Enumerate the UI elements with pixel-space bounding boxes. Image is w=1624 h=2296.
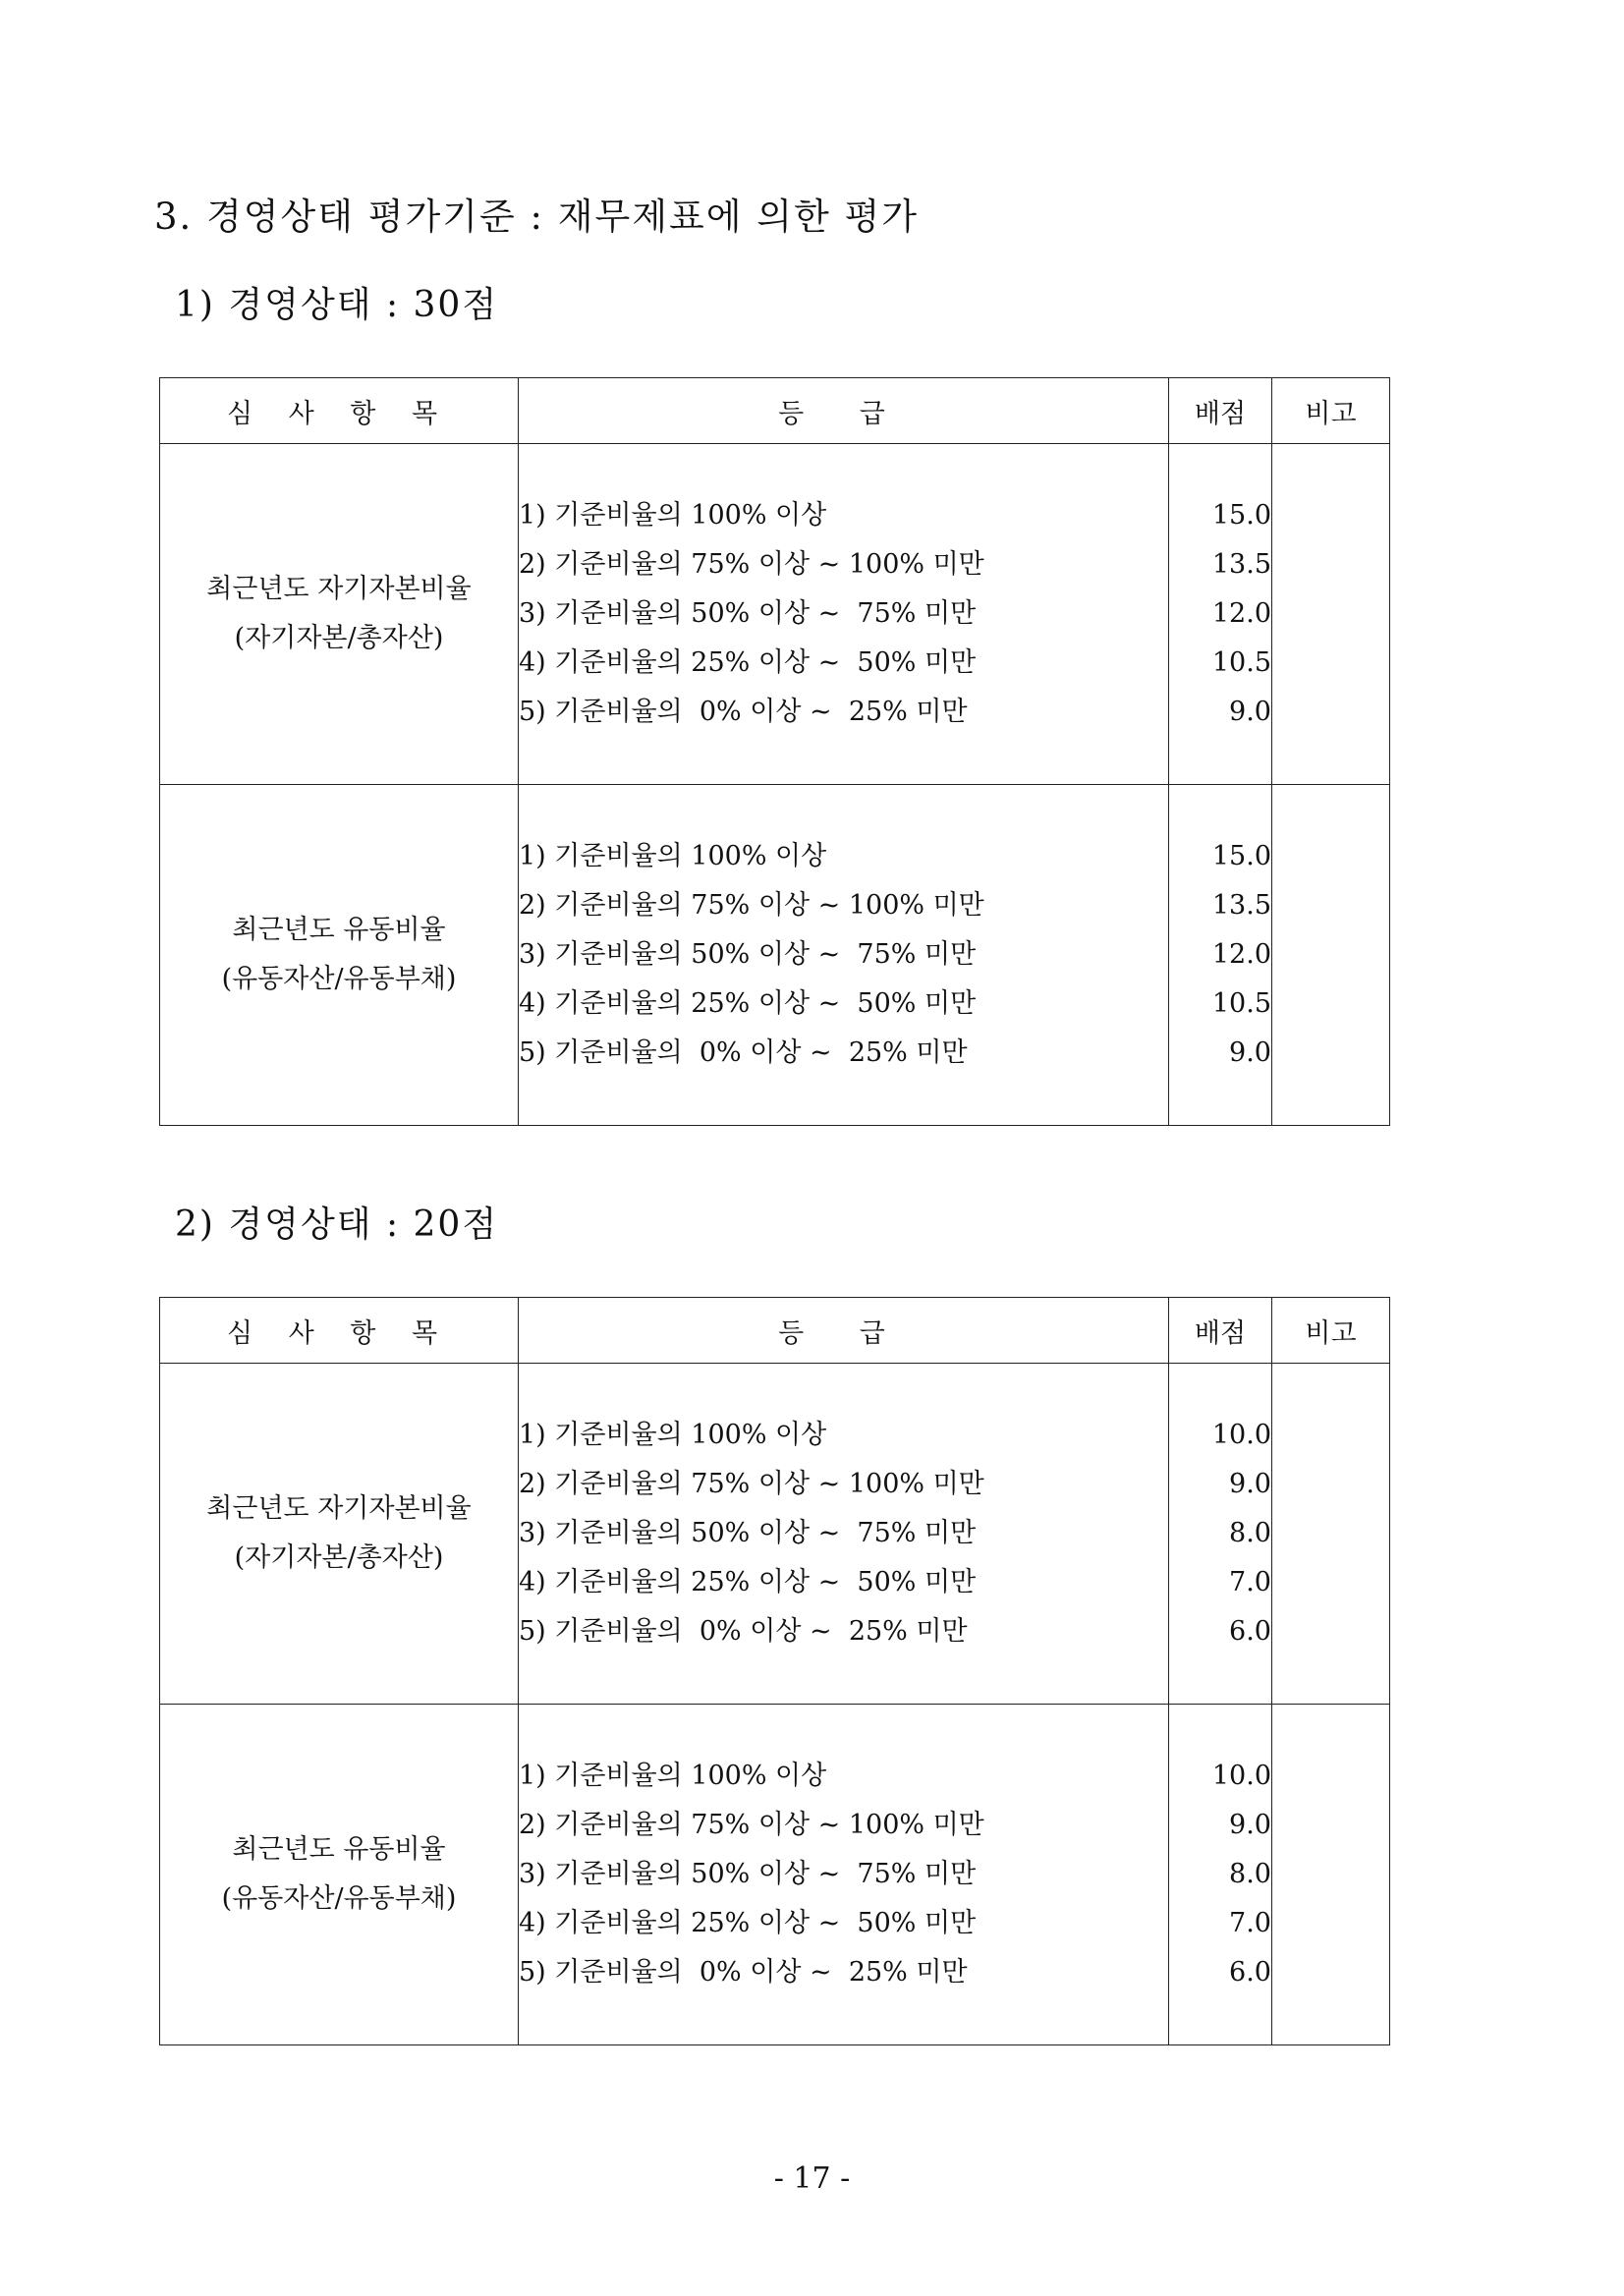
grade-line: 1) 기준비율의 100% 이상 [519, 1761, 827, 1791]
grade-line: 1) 기준비율의 100% 이상 [519, 1420, 827, 1450]
header-note: 비고 [1272, 1298, 1390, 1364]
score-value: 10.5 [1211, 647, 1271, 678]
item-name: 최근년도 자기자본비율 [206, 1493, 472, 1524]
score-value: 13.5 [1211, 549, 1271, 580]
score-value: 12.0 [1211, 939, 1271, 970]
score-value: 9.0 [1229, 1810, 1271, 1840]
grade-line: 5) 기준비율의 0% 이상 ~ 25% 미만 [519, 1957, 968, 1988]
header-grade: 등 급 [519, 378, 1169, 444]
grade-line: 5) 기준비율의 0% 이상 ~ 25% 미만 [519, 697, 968, 727]
scores-cell [1169, 444, 1272, 785]
grade-line: 4) 기준비율의 25% 이상 ~ 50% 미만 [519, 1908, 977, 1938]
page-number: - 17 - [773, 2161, 851, 2196]
grade-line: 1) 기준비율의 100% 이상 [519, 500, 827, 531]
grade-line: 3) 기준비율의 50% 이상 ~ 75% 미만 [519, 1859, 977, 1889]
item-formula: (유동자산/유동부채) [221, 1883, 457, 1914]
grades-cell [519, 444, 1169, 785]
score-value: 7.0 [1229, 1567, 1271, 1597]
grade-line: 3) 기준비율의 50% 이상 ~ 75% 미만 [519, 939, 977, 970]
score-value: 8.0 [1229, 1859, 1271, 1889]
scores-cell [1169, 1705, 1272, 2045]
grade-line: 5) 기준비율의 0% 이상 ~ 25% 미만 [519, 1616, 968, 1647]
scores-cell [1169, 785, 1272, 1126]
criteria-table-1 [159, 377, 1390, 1126]
score-value: 7.0 [1229, 1908, 1271, 1938]
grade-line: 4) 기준비율의 25% 이상 ~ 50% 미만 [519, 988, 977, 1019]
score-value: 10.0 [1211, 1420, 1271, 1450]
table-row [160, 1364, 1390, 1705]
score-value: 6.0 [1229, 1957, 1271, 1988]
header-item: 심 사 항 목 [160, 378, 519, 444]
grade-line: 1) 기준비율의 100% 이상 [519, 841, 827, 871]
score-value: 13.5 [1211, 890, 1271, 921]
score-value: 9.0 [1229, 1469, 1271, 1499]
score-value: 15.0 [1211, 841, 1271, 871]
grade-line: 3) 기준비율의 50% 이상 ~ 75% 미만 [519, 1518, 977, 1548]
note-cell [1272, 785, 1390, 1126]
table-row [160, 1705, 1390, 2045]
grade-line: 5) 기준비율의 0% 이상 ~ 25% 미만 [519, 1037, 968, 1068]
item-name: 최근년도 유동비율 [232, 915, 446, 945]
score-value: 8.0 [1229, 1518, 1271, 1548]
section-heading-2: 2) 경영상태 : 20점 [175, 1204, 499, 1245]
table-header-row [160, 378, 1390, 444]
grade-line: 4) 기준비율의 25% 이상 ~ 50% 미만 [519, 647, 977, 678]
grades-cell [519, 1705, 1169, 2045]
scores-cell [1169, 1364, 1272, 1705]
note-cell [1272, 1705, 1390, 2045]
grade-line: 4) 기준비율의 25% 이상 ~ 50% 미만 [519, 1567, 977, 1597]
score-value: 6.0 [1229, 1616, 1271, 1647]
score-value: 10.0 [1211, 1761, 1271, 1791]
score-value: 15.0 [1211, 500, 1271, 531]
item-formula: (유동자산/유동부채) [221, 964, 457, 994]
score-value: 10.5 [1211, 988, 1271, 1019]
grade-line: 2) 기준비율의 75% 이상 ~ 100% 미만 [519, 890, 984, 921]
criteria-table-2 [159, 1297, 1390, 2045]
header-score: 배점 [1169, 378, 1272, 444]
grade-line: 2) 기준비율의 75% 이상 ~ 100% 미만 [519, 549, 984, 580]
header-item: 심 사 항 목 [160, 1298, 519, 1364]
table-row [160, 785, 1390, 1126]
section-heading-1: 1) 경영상태 : 30점 [175, 285, 499, 325]
grades-cell [519, 1364, 1169, 1705]
item-cell [160, 1364, 519, 1705]
table-row [160, 444, 1390, 785]
grade-line: 2) 기준비율의 75% 이상 ~ 100% 미만 [519, 1469, 984, 1499]
score-value: 9.0 [1229, 1037, 1271, 1068]
page-title: 3. 경영상태 평가기준 : 재무제표에 의한 평가 [154, 196, 919, 238]
score-value: 12.0 [1211, 598, 1271, 629]
grade-line: 2) 기준비율의 75% 이상 ~ 100% 미만 [519, 1810, 984, 1840]
header-note: 비고 [1272, 378, 1390, 444]
item-name: 최근년도 유동비율 [232, 1834, 446, 1865]
table-header-row [160, 1298, 1390, 1364]
item-name: 최근년도 자기자본비율 [206, 574, 472, 604]
item-formula: (자기자본/총자산) [234, 1542, 444, 1573]
item-cell [160, 1705, 519, 2045]
note-cell [1272, 444, 1390, 785]
note-cell [1272, 1364, 1390, 1705]
item-cell [160, 785, 519, 1126]
score-value: 9.0 [1229, 697, 1271, 727]
grades-cell [519, 785, 1169, 1126]
item-formula: (자기자본/총자산) [234, 623, 444, 653]
grade-line: 3) 기준비율의 50% 이상 ~ 75% 미만 [519, 598, 977, 629]
item-cell [160, 444, 519, 785]
header-grade: 등 급 [519, 1298, 1169, 1364]
header-score: 배점 [1169, 1298, 1272, 1364]
